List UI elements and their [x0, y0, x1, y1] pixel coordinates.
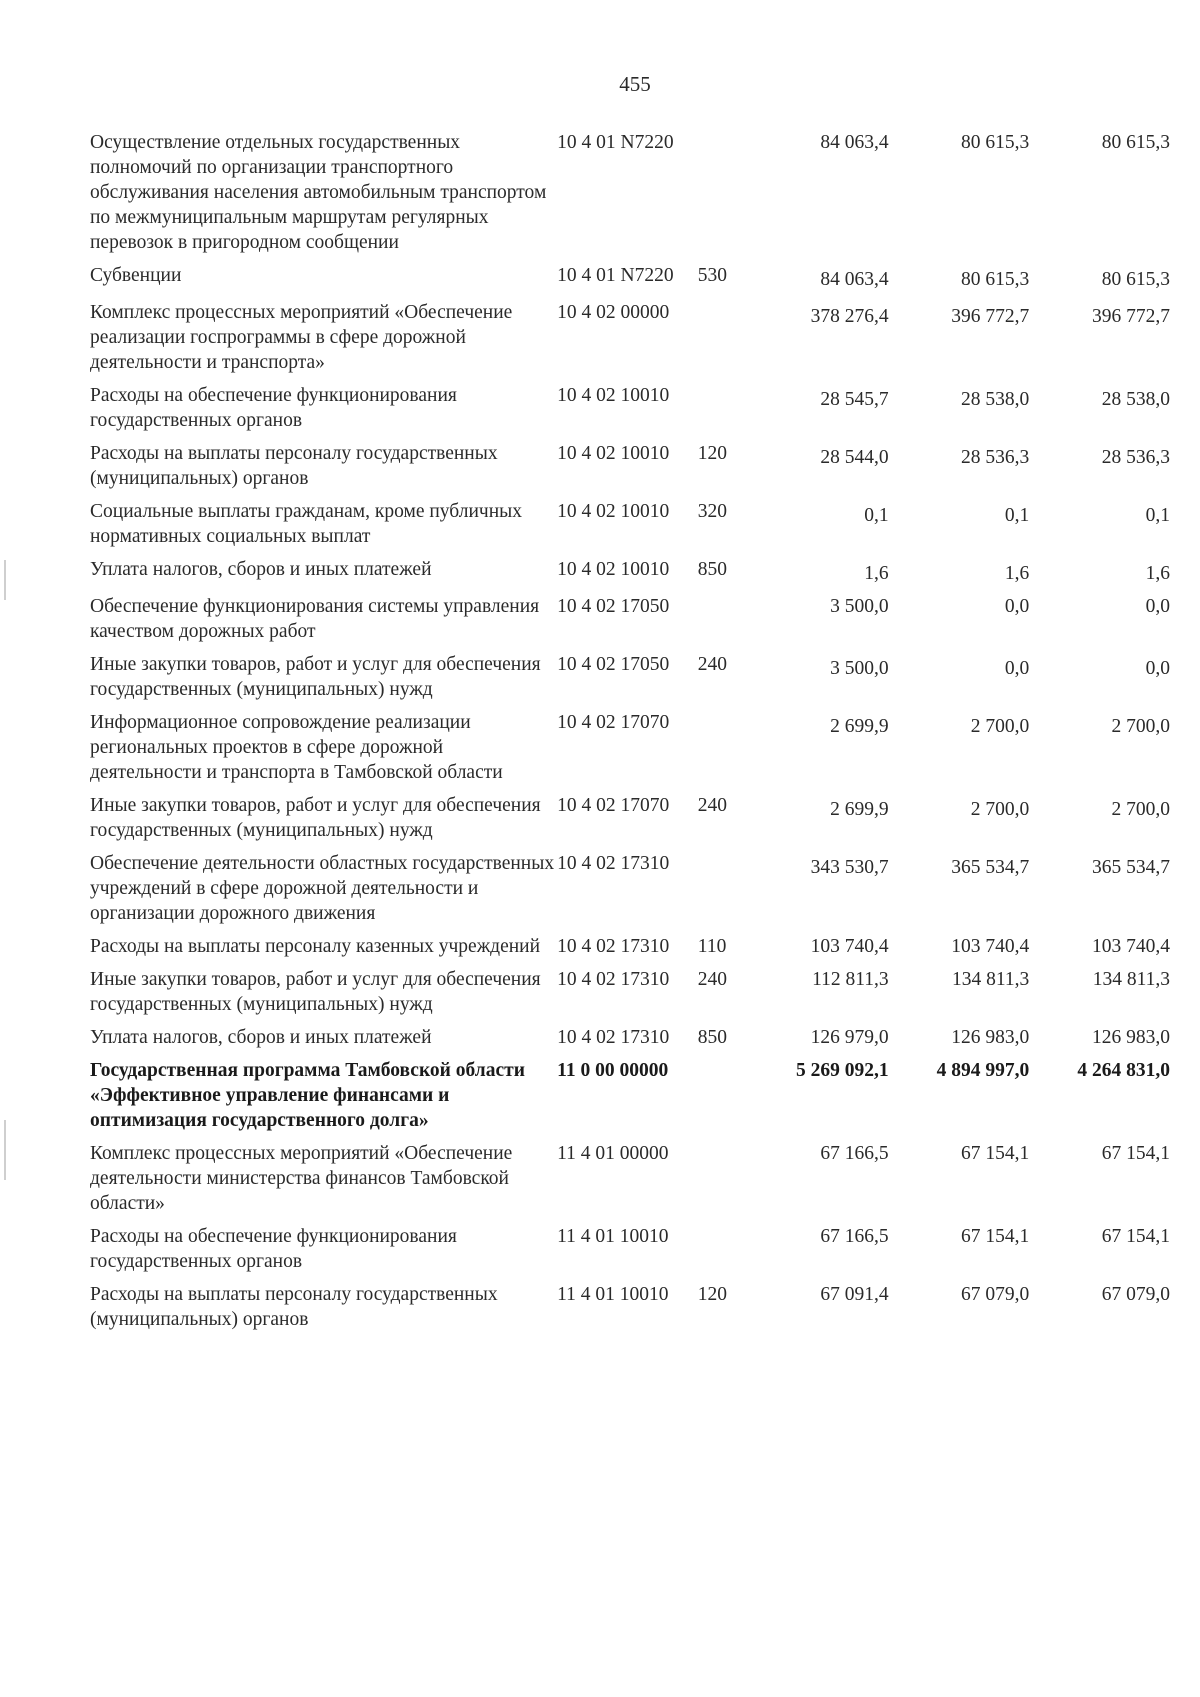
row-value-2: 80 615,3 [961, 269, 1030, 290]
row-value-2: 103 740,4 [951, 936, 1030, 957]
row-value-3: 4 264 831,0 [1077, 1060, 1170, 1081]
row-value-1: 5 269 092,1 [796, 1060, 889, 1081]
row-name: Социальные выплаты гражданам, кроме публичных нормативных социальных выплат [90, 501, 522, 547]
row-value-2: 0,1 [1004, 505, 1030, 526]
row-value-1: 103 740,4 [810, 936, 889, 957]
row-name: Государственная программа Тамбовской области «Эффективное управление финансами и оптимизация государственного долга» [90, 1060, 525, 1131]
row-value-3: 126 983,0 [1092, 1027, 1170, 1048]
row-name: Комплекс процессных мероприятий «Обеспечение реализации госпрограммы в сфере дорожной деятельности и транспорта» [90, 302, 513, 373]
row-value-2: 67 154,1 [961, 1226, 1030, 1247]
table-row [90, 557, 1170, 594]
row-code: 10 4 02 17310 [557, 1027, 670, 1048]
table-row [90, 1282, 1170, 1340]
row-type [698, 130, 748, 263]
row-value-2: 67 154,1 [961, 1143, 1030, 1164]
row-type: 240 [697, 795, 728, 816]
row-value-2: 126 983,0 [951, 1027, 1030, 1048]
row-value-2: 0,0 [1004, 596, 1030, 617]
row-code: 11 4 01 00000 [557, 1143, 669, 1164]
row-name: Осуществление отдельных государственных полномочий по организации транспортного обслуживания населения автомобильным транспортом по межмуниципальным маршрутам регулярных перевозок в пригородном сообщении [90, 132, 547, 253]
row-value-1: 3 500,0 [830, 658, 889, 679]
row-value-3: 2 700,0 [1111, 716, 1170, 737]
row-type: 240 [697, 654, 728, 675]
row-type [698, 594, 748, 652]
row-value-3: 134 811,3 [1092, 969, 1170, 990]
row-value-3: 396 772,7 [1092, 306, 1170, 327]
row-value-1: 2 699,9 [830, 799, 889, 820]
table-row [90, 300, 1170, 383]
row-value-1: 0,1 [864, 505, 889, 526]
row-name: Иные закупки товаров, работ и услуг для обеспечения государственных (муниципальных) нужд [90, 795, 541, 841]
table-row [90, 130, 1170, 263]
row-type [698, 851, 748, 934]
table-row [90, 967, 1170, 1025]
row-value-1: 67 166,5 [820, 1226, 889, 1247]
table-row [90, 383, 1170, 441]
row-type [698, 1224, 748, 1282]
row-type: 530 [697, 265, 728, 286]
table-row [90, 710, 1170, 793]
row-value-2: 396 772,7 [951, 306, 1030, 327]
row-value-1: 67 091,4 [820, 1284, 889, 1305]
row-value-3: 67 154,1 [1101, 1226, 1170, 1247]
row-value-2: 67 079,0 [961, 1284, 1030, 1305]
row-name: Расходы на обеспечение функционирования государственных органов [90, 1226, 457, 1272]
row-value-1: 67 166,5 [820, 1143, 889, 1164]
table-row [90, 1141, 1170, 1224]
row-value-1: 1,6 [864, 563, 889, 584]
row-value-2: 1,6 [1004, 563, 1030, 584]
row-value-3: 2 700,0 [1111, 799, 1170, 820]
row-type [698, 300, 748, 383]
row-value-2: 2 700,0 [970, 799, 1030, 820]
row-value-3: 67 154,1 [1101, 1143, 1170, 1164]
row-value-1: 28 545,7 [820, 389, 889, 410]
row-code: 10 4 02 17050 [557, 596, 670, 617]
row-value-2: 134 811,3 [952, 969, 1030, 990]
row-code: 10 4 02 17310 [557, 936, 670, 957]
row-type: 320 [697, 501, 728, 522]
row-code: 10 4 02 10010 [557, 501, 670, 522]
row-type: 240 [697, 969, 728, 990]
row-value-2: 365 534,7 [951, 857, 1030, 878]
row-value-2: 28 538,0 [961, 389, 1030, 410]
row-name: Субвенции [90, 265, 182, 286]
table-row [90, 1224, 1170, 1282]
row-code: 10 4 01 N7220 [557, 265, 674, 286]
row-name: Информационное сопровождение реализации региональных проектов в сфере дорожной деятельности и транспорта в Тамбовской области [90, 712, 503, 783]
row-value-2: 4 894 997,0 [936, 1060, 1030, 1081]
table-row [90, 441, 1170, 499]
table-row [90, 1025, 1170, 1058]
row-code: 11 4 01 10010 [557, 1284, 669, 1305]
row-type [698, 1141, 748, 1224]
budget-table [90, 130, 1170, 1340]
table-row [90, 851, 1170, 934]
row-code: 10 4 02 17070 [557, 712, 670, 733]
row-name: Расходы на выплаты персоналу государственных (муниципальных) органов [90, 443, 498, 489]
row-value-3: 67 079,0 [1101, 1284, 1170, 1305]
row-value-3: 80 615,3 [1101, 132, 1170, 153]
row-value-3: 80 615,3 [1101, 269, 1170, 290]
row-type [698, 383, 748, 441]
row-value-2: 80 615,3 [961, 132, 1030, 153]
row-name: Расходы на обеспечение функционирования государственных органов [90, 385, 457, 431]
row-name: Уплата налогов, сборов и иных платежей [90, 1027, 432, 1048]
table-row [90, 652, 1170, 710]
row-type: 120 [697, 443, 728, 464]
row-code: 10 4 02 17310 [557, 853, 670, 874]
row-value-3: 0,0 [1145, 658, 1170, 679]
row-name: Иные закупки товаров, работ и услуг для обеспечения государственных (муниципальных) нужд [90, 969, 541, 1015]
row-code: 10 4 02 17070 [557, 795, 670, 816]
row-code: 10 4 02 10010 [557, 559, 670, 580]
row-name: Расходы на выплаты персоналу казенных учреждений [90, 936, 541, 957]
row-name: Иные закупки товаров, работ и услуг для обеспечения государственных (муниципальных) нужд [90, 654, 541, 700]
row-value-1: 84 063,4 [820, 132, 889, 153]
table-row [90, 594, 1170, 652]
scan-edge-mark [4, 560, 6, 600]
row-value-3: 103 740,4 [1092, 936, 1170, 957]
row-type [698, 1058, 748, 1141]
row-code: 10 4 02 10010 [557, 385, 670, 406]
table-row [90, 499, 1170, 557]
budget-table-body [90, 130, 1170, 1340]
row-value-1: 126 979,0 [810, 1027, 889, 1048]
table-row [90, 263, 1170, 300]
row-value-2: 0,0 [1004, 658, 1030, 679]
row-value-1: 84 063,4 [820, 269, 889, 290]
row-value-3: 28 536,3 [1101, 447, 1170, 468]
row-value-1: 3 500,0 [830, 596, 889, 617]
row-value-2: 28 536,3 [961, 447, 1030, 468]
row-type: 110 [697, 936, 727, 957]
row-code: 10 4 02 10010 [557, 443, 670, 464]
row-code: 10 4 01 N7220 [557, 132, 674, 153]
row-name: Обеспечение функционирования системы управления качеством дорожных работ [90, 596, 540, 642]
row-type [698, 710, 748, 793]
table-row [90, 793, 1170, 851]
row-code: 11 4 01 10010 [557, 1226, 669, 1247]
row-code: 10 4 02 00000 [557, 302, 670, 323]
row-name: Обеспечение деятельности областных государственных учреждений в сфере дорожной деятельности и организации дорожного движения [90, 853, 555, 924]
row-value-3: 365 534,7 [1092, 857, 1170, 878]
row-name: Расходы на выплаты персоналу государственных (муниципальных) органов [90, 1284, 498, 1330]
row-code: 10 4 02 17050 [557, 654, 670, 675]
row-value-2: 2 700,0 [970, 716, 1030, 737]
row-code: 10 4 02 17310 [557, 969, 670, 990]
scan-edge-mark [4, 1120, 6, 1180]
row-name: Комплекс процессных мероприятий «Обеспечение деятельности министерства финансов Тамбовской области» [90, 1143, 513, 1214]
row-value-1: 28 544,0 [820, 447, 889, 468]
row-value-3: 1,6 [1145, 563, 1170, 584]
row-value-1: 112 811,3 [812, 969, 889, 990]
row-value-1: 343 530,7 [810, 857, 889, 878]
row-value-3: 0,1 [1145, 505, 1170, 526]
table-row [90, 934, 1170, 967]
row-code: 11 0 00 00000 [557, 1060, 669, 1081]
row-value-1: 378 276,4 [810, 306, 889, 327]
row-value-1: 2 699,9 [830, 716, 889, 737]
row-type: 850 [697, 559, 728, 580]
page-number: 455 [619, 72, 651, 96]
row-value-3: 28 538,0 [1101, 389, 1170, 410]
row-value-3: 0,0 [1145, 596, 1170, 617]
table-row-program [90, 1058, 1170, 1141]
row-name: Уплата налогов, сборов и иных платежей [90, 559, 432, 580]
row-type: 120 [697, 1284, 728, 1305]
row-type: 850 [697, 1027, 728, 1048]
